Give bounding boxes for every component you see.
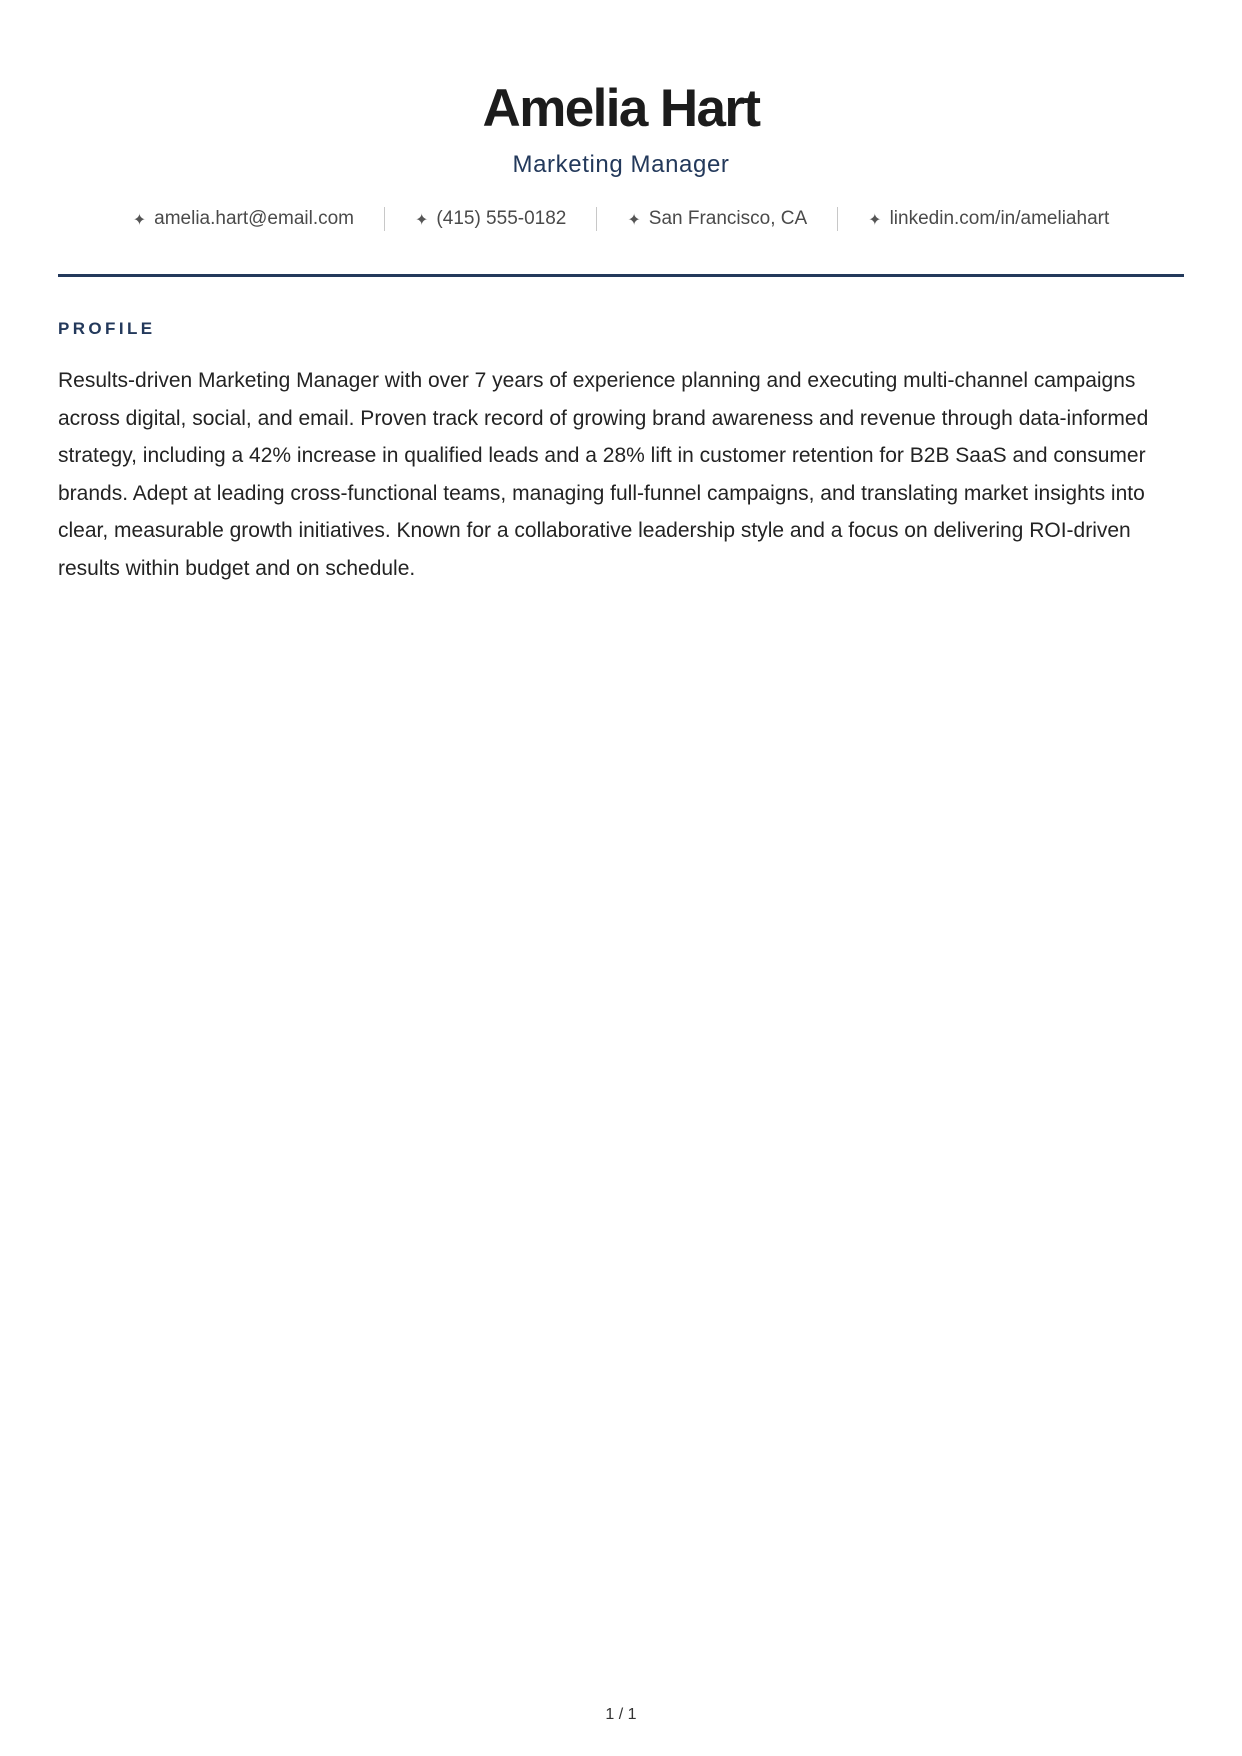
header-divider: [58, 274, 1184, 277]
contact-divider: [837, 207, 838, 231]
job-title: Marketing Manager: [512, 151, 730, 178]
sparkle-icon: ✦: [415, 209, 429, 229]
sparkle-icon: ✦: [868, 209, 882, 229]
contact-phone[interactable]: [415, 208, 566, 230]
profile-heading: PROFILE: [58, 319, 156, 338]
sparkle-icon: ✦: [132, 209, 147, 229]
contact-email-text: amelia.hart@email.com: [154, 208, 355, 229]
contact-location-text: San Francisco, CA: [648, 208, 808, 229]
contact-email[interactable]: [133, 208, 354, 230]
contact-linkedin-text: linkedin.com/in/ameliahart: [889, 208, 1110, 229]
contact-linkedin[interactable]: [868, 208, 1109, 230]
contact-location: [627, 208, 807, 230]
profile-summary: Results-driven Marketing Manager with over 7 years of experience planning and executing multi-channel campaigns across digital, social, and email. Proven track record of growing brand awareness and revenue through data-informed strategy, including a 42% increase in qualified leads and a 28% lift in customer retention for B2B SaaS and consumer brands. Adept at leading cross-functional teams, managing full-funnel campaigns, and translating market insights into clear, measurable growth initiatives. Known for a collaborative leadership style and a focus on delivering ROI-driven results within budget and on schedule.: [58, 369, 1149, 580]
contact-phone-text: (415) 555-0182: [436, 208, 567, 229]
contact-divider: [384, 207, 385, 231]
sparkle-icon: ✦: [627, 209, 641, 229]
candidate-name: Amelia Hart: [482, 79, 760, 138]
contact-divider: [596, 207, 597, 231]
page-number: 1 / 1: [605, 1706, 637, 1723]
contact-row: [58, 202, 1184, 236]
